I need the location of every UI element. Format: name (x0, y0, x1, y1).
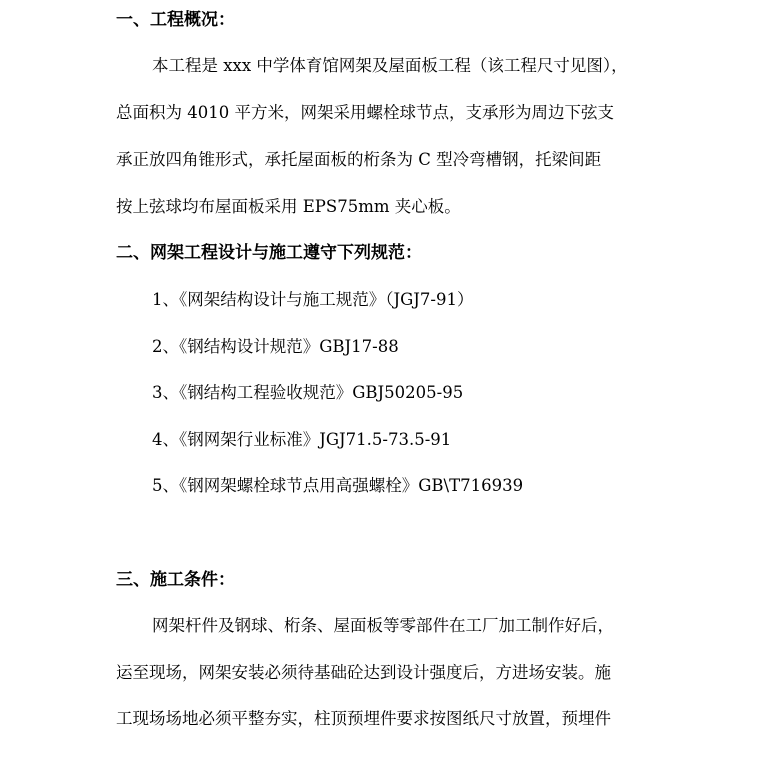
section-3-line-1: 网架杆件及钢球、桁条、屋面板等零部件在工厂加工制作好后， (152, 616, 614, 635)
section-1-line-2: 总面积为 4010 平方米，网架采用螺栓球节点，支承形为周边下弦支 (116, 103, 614, 122)
section-3-line-3: 工现场场地必须平整夯实，柱顶预埋件要求按图纸尺寸放置，预埋件 (116, 709, 611, 728)
section-3-heading: 三、施工条件： (116, 570, 235, 590)
standard-item-3: 3、《钢结构工程验收规范》GBJ50205-95 (152, 383, 464, 402)
standard-item-5: 5、《钢网架螺栓球节点用高强螺栓》GB\T716939 (152, 476, 524, 495)
section-1-heading: 一、工程概况： (116, 10, 235, 30)
standard-item-4: 4、《钢网架行业标准》JGJ71.5-73.5-91 (152, 430, 452, 449)
section-1-line-1: 本工程是 xxx 中学体育馆网架及屋面板工程（该工程尺寸见图）， (152, 56, 628, 75)
section-1-line-3: 承正放四角锥形式，承托屋面板的桁条为 C 型冷弯槽钢，托梁间距 (116, 150, 602, 169)
standard-item-2: 2、《钢结构设计规范》GBJ17-88 (152, 337, 399, 356)
standard-item-1: 1、《网架结构设计与施工规范》（JGJ7-91） (152, 290, 474, 309)
section-3-line-2: 运至现场，网架安装必须待基础砼达到设计强度后，方进场安装。施 (116, 663, 611, 682)
section-2-heading: 二、网架工程设计与施工遵守下列规范： (116, 243, 422, 263)
section-1-line-4: 按上弦球均布屋面板采用 EPS75mm 夹心板。 (116, 197, 461, 216)
